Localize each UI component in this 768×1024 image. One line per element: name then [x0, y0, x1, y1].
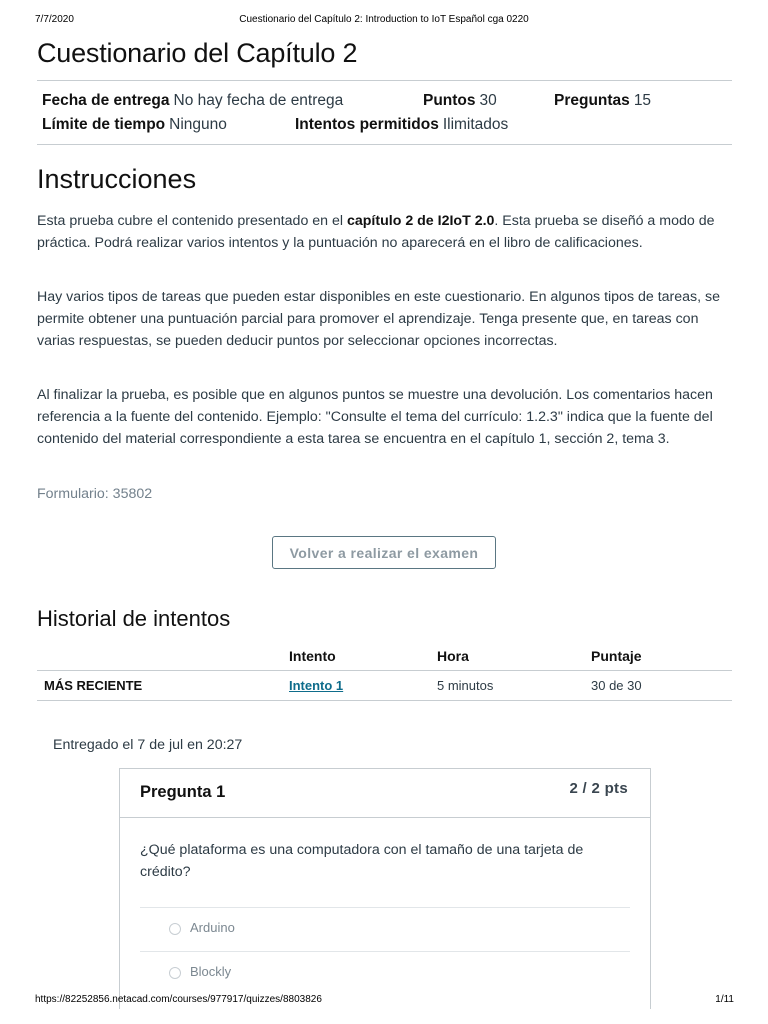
attempts-allowed: [295, 116, 508, 134]
attempt-link[interactable]: Intento 1: [289, 678, 344, 693]
form-id: Formulario: 35802: [37, 486, 153, 502]
question-header: [120, 769, 650, 818]
attempt-history-heading: Historial de intentos: [37, 606, 231, 631]
question-points: 2 / 2 pts: [569, 780, 628, 797]
print-url: https://82252856.netacad.com/courses/977917/quizzes/8803826: [35, 994, 322, 1005]
question-title: Pregunta 1: [140, 783, 226, 801]
instructions-paragraph-1: [37, 210, 727, 254]
points-value: 30: [479, 92, 497, 109]
time-limit-value: Ninguno: [169, 116, 227, 133]
print-date: 7/7/2020: [35, 14, 74, 25]
column-header-attempt: Intento: [289, 642, 437, 671]
print-header: [0, 14, 768, 28]
page-number: 1/11: [715, 994, 734, 1005]
instructions-heading: Instrucciones: [37, 164, 197, 194]
divider: [37, 144, 732, 145]
due-label: Fecha de entrega: [42, 92, 170, 109]
question-text: ¿Qué plataforma es una computadora con el tamaño de una tarjeta de crédito?: [140, 842, 584, 880]
instructions-paragraph-2: Hay varios tipos de tareas que pueden estar disponibles en este cuestionario. En algunos tipos de tareas, se permite obtener una puntuación parcial para promover el aprendizaje. Tenga presente que, en tareas con varias respuestas, se pueden deducir puntos por seleccionar opciones incorrectas.: [37, 289, 721, 349]
answer-option[interactable]: [140, 907, 630, 950]
attempts-value: Ilimitados: [442, 116, 509, 133]
instructions-text: Esta prueba cubre el contenido presentado en el: [37, 213, 347, 229]
questions-info: [554, 92, 651, 110]
time-cell: 5 minutos: [437, 671, 591, 701]
table-header-row: [37, 642, 732, 671]
most-recent-label: MÁS RECIENTE: [37, 671, 289, 701]
questions-value: 15: [633, 92, 652, 109]
table-row: [37, 671, 732, 701]
divider: [37, 80, 732, 81]
page-title: Cuestionario del Capítulo 2: [37, 38, 358, 68]
attempt-cell: [289, 671, 437, 701]
attempts-label: Intentos permitidos: [295, 116, 439, 133]
answer-option[interactable]: [140, 951, 630, 994]
due-date: [42, 92, 343, 110]
question-card: [119, 768, 651, 1009]
retake-quiz-button[interactable]: Volver a realizar el examen: [272, 536, 496, 569]
radio-button[interactable]: [169, 967, 181, 979]
chapter-reference: capítulo 2 de I2IoT 2.0: [346, 213, 495, 229]
column-header: [37, 642, 289, 671]
print-footer: [0, 994, 768, 1008]
answer-label: Blockly: [190, 964, 232, 979]
radio-button[interactable]: [169, 923, 181, 935]
questions-label: Preguntas: [554, 92, 630, 109]
points-info: [423, 92, 497, 110]
due-value: No hay fecha de entrega: [173, 92, 344, 109]
column-header-time: Hora: [437, 642, 591, 671]
print-doc-title: Cuestionario del Capítulo 2: Introduction to IoT Español cga 0220: [239, 14, 529, 25]
column-header-score: Puntaje: [591, 642, 732, 671]
time-limit-label: Límite de tiempo: [42, 116, 166, 133]
submitted-timestamp: Entregado el 7 de jul en 20:27: [53, 737, 243, 753]
answer-label: Arduino: [190, 920, 235, 935]
instructions-text: . Esta prueba se diseñó a modo de práctica. Podrá realizar varios intentos y la puntuación no aparecerá en el libro de calificaciones.: [37, 213, 715, 251]
instructions-paragraph-3: Al finalizar la prueba, es posible que en algunos puntos se muestre una devolución. Los comentarios hacen referencia a la fuente del contenido. Ejemplo: "Consulte el tema del currículo: 1.2.3" indica que la fuente del contenido del material correspondiente a esta tarea se encuentra en el capítulo 1, sección 2, tema 3.: [37, 387, 713, 447]
points-label: Puntos: [423, 92, 476, 109]
attempt-history-table: [37, 642, 732, 701]
time-limit: [42, 116, 227, 134]
score-cell: 30 de 30: [591, 671, 732, 701]
